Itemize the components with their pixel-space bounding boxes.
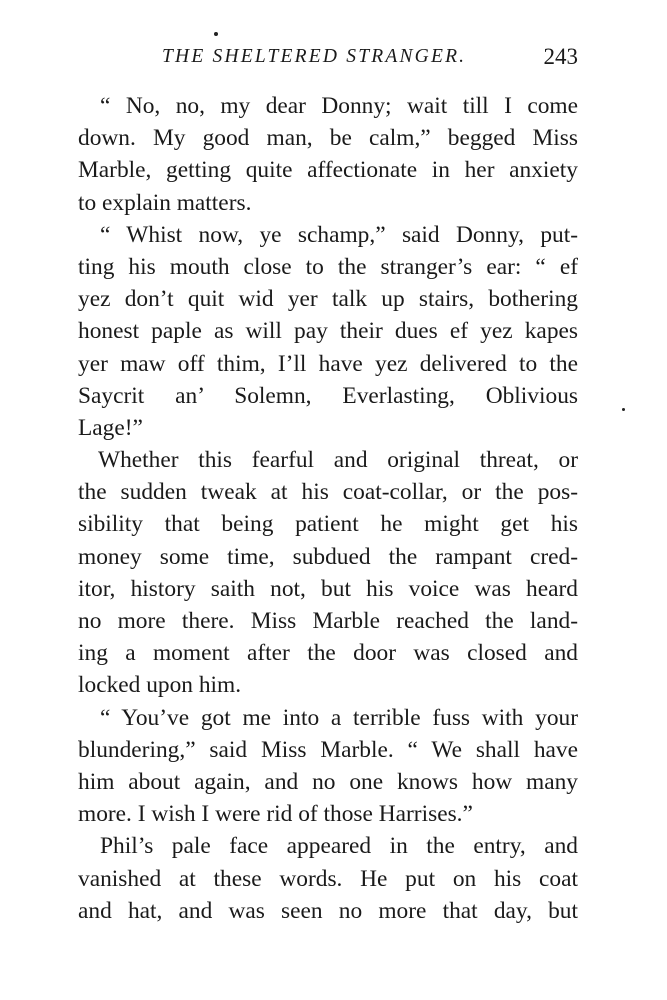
text-line: ting his mouth close to the stranger’s ear: “ ef	[78, 253, 578, 280]
text-line: Lage!”	[78, 414, 143, 441]
text-line: more. I wish I were rid of those Harrises.”	[78, 801, 473, 828]
text-line: to explain matters.	[78, 189, 252, 216]
text-line: money some time, subdued the rampant cred-	[78, 543, 578, 570]
text-line: yez don’t quit wid yer talk up stairs, bothering	[78, 286, 578, 313]
text-line: honest paple as will pay their dues ef yez kapes	[78, 318, 578, 345]
text-line: Saycrit an’ Solemn, Everlasting, Oblivious	[78, 382, 578, 409]
running-title: THE SHELTERED STRANGER.	[162, 46, 467, 67]
text-line: no more there. Miss Marble reached the land-	[78, 608, 578, 634]
text-line: blundering,” said Miss Marble. “ We shall have	[78, 736, 578, 763]
text-line: sibility that being patient he might get his	[78, 511, 578, 538]
page-header	[78, 44, 578, 74]
text-line: yer maw off thim, I’ll have yez delivered to the	[78, 350, 578, 377]
text-line: him about again, and no one knows how many	[78, 768, 578, 795]
text-line: and hat, and was seen no more that day, but	[78, 897, 578, 924]
text-line: “ Whist now, ye schamp,” said Donny, put-	[100, 221, 578, 248]
speck-mark	[622, 408, 625, 411]
text-line: Phil’s pale face appeared in the entry, and	[100, 833, 578, 860]
text-line: the sudden tweak at his coat-collar, or the pos-	[78, 479, 578, 506]
page-number: 243	[543, 44, 578, 69]
text-line: Whether this fearful and original threat, or	[98, 447, 578, 474]
speck-mark	[214, 32, 218, 36]
body-text	[78, 90, 578, 927]
text-line: down. My good man, be calm,” begged Miss	[78, 125, 578, 152]
text-line: ing a moment after the door was closed and	[78, 640, 578, 667]
text-line: “ You’ve got me into a terrible fuss with your	[100, 704, 578, 731]
text-line: Marble, getting quite affectionate in her anxiety	[78, 157, 578, 184]
text-line: “ No, no, my dear Donny; wait till I come	[100, 93, 578, 119]
text-line: locked upon him.	[78, 672, 242, 699]
text-line: itor, history saith not, but his voice was heard	[78, 575, 578, 602]
text-line: vanished at these words. He put on his coat	[78, 865, 578, 892]
